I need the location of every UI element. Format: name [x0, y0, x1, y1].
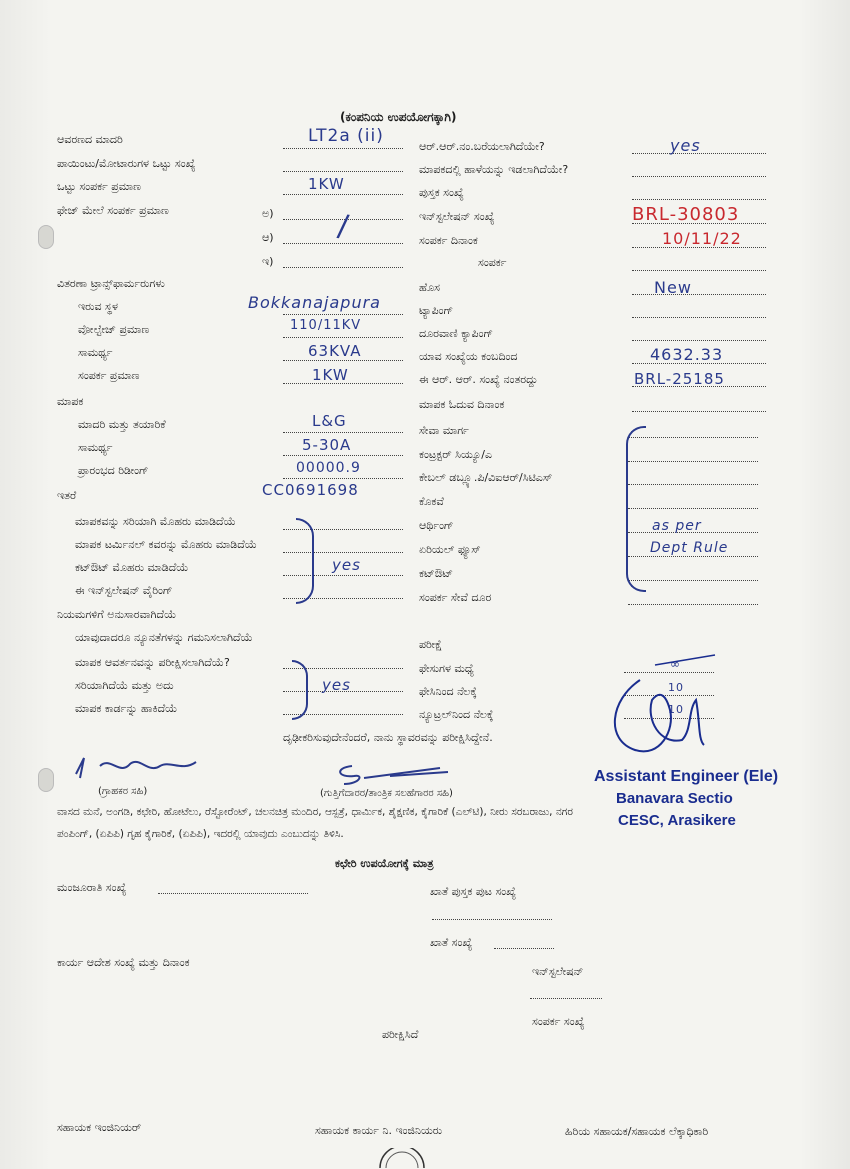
- label-sanction-no: ಮಂಜೂರಾತಿ ಸಂಖ್ಯೆ: [57, 881, 127, 894]
- punch-hole-bottom: [38, 768, 54, 792]
- field-book-no[interactable]: [632, 199, 766, 200]
- label-cable: ಕೇಬಲ್ ಡಬ್ಲ್ಯೂ.ಪಿ/ವಿಐಆರ್/ಸಿಟಿಎಸ್: [419, 471, 553, 484]
- label-accounts-officer: ಹಿರಿಯ ಸಹಾಯಕ/ಸಹಾಯಕ ಲೆಕ್ಕಾಧಿಕಾರಿ: [565, 1125, 709, 1138]
- label-book-no: ಪುಸ್ತಕ ಸಂಖ್ಯೆ: [419, 186, 464, 199]
- label-between-phases: ಫೇಸುಗಳ ಮಧ್ಯೆ: [419, 662, 474, 675]
- label-aerial-fuse: ಏರಿಯಲ್ ಫ್ಯೂಸ್: [419, 543, 481, 556]
- label-rules: ನಿಯಮಗಳಿಗೆ ಅನುಸಾರವಾಗಿದೆಯೆ: [57, 608, 177, 621]
- label-location: ಇರುವ ಸ್ಥಳ: [78, 300, 118, 313]
- premises-note-2: ಪಂಪಿಂಗ್, (ಏಪಿಪಿ) ಗೃಹ ಕೈಗಾರಿಕೆ, (ಏಪಿಪಿ), ಇದರಲ್ಲಿ ಯಾವುದು ಎಂಬುದನ್ನು ತಿಳಿಸಿ.: [57, 828, 344, 840]
- label-service-distance: ಸಂಪರ್ಕ ಸೇವೆ ದೂರ: [419, 591, 492, 604]
- hw-connection-date: 10/11/22: [662, 229, 742, 248]
- label-neutral-earth: ನ್ಯೂಟ್ರಲ್‌ನಿಂದ ನೆಲಕ್ಕೆ: [419, 708, 494, 721]
- field-contractor[interactable]: [628, 461, 758, 462]
- hw-meter-serial: CC0691698: [262, 481, 359, 499]
- hw-capacity: 63KVA: [308, 342, 362, 360]
- label-work-order: ಕಾರ್ಯ ಆದೇಶ ಸಂಖ್ಯೆ ಮತ್ತು ದಿನಾಂಕ: [57, 956, 190, 969]
- field-phone[interactable]: [632, 340, 766, 341]
- hw-test-value-1: ∞: [670, 657, 681, 671]
- label-terminal-sealed: ಮಾಪಕ ಟರ್ಮಿನಲ್ ಕವರನ್ನು ಮೊಹರು ಮಾಡಿದೆಯೆ: [75, 538, 257, 551]
- label-card: ಮಾಪಕ ಕಾರ್ಡನ್ನು ಹಾಕಿದೆಯೆ: [75, 702, 178, 715]
- field-installation[interactable]: [530, 998, 602, 999]
- field-cutout[interactable]: [628, 580, 758, 581]
- label-phase-a: ಅ): [262, 207, 274, 220]
- label-tapping: ಟ್ಯಾಪಿಂಗ್: [419, 304, 454, 317]
- premises-note-1: ವಾಸದ ಮನೆ, ಅಂಗಡಿ, ಕಛೇರಿ, ಹೋಟೆಲು, ರೆಸ್ಟೋರೆಂಟ್, ಚಲನಚಿತ್ರ ಮಂದಿರ, ಆಸ್ಪತ್ರೆ, ಧಾರ್ಮಿಕ, ಶೈಕ್ಷಣಿಕ, ಕೈಗಾರಿಕೆ (ಎಲ್‌ಟಿ), ನೀರು ಸರಬರಾಜು, ನಗರ: [57, 806, 573, 818]
- field-cable[interactable]: [628, 484, 758, 485]
- contractor-signature: [330, 762, 450, 786]
- label-phone: ದೂರವಾಣಿ ಕ್ಯಾಪಿಂಗ್: [419, 327, 493, 340]
- label-correct: ಸರಿಯಾಗಿದೆಯೆ ಮತ್ತು ಅದು: [75, 679, 174, 692]
- label-contractor: ಕಂಟ್ರಕ್ಟರ್ ಸಿಯ್ಯೂ/ಎ: [419, 448, 493, 461]
- label-points-total: ಪಾಯಿಂಟು/ಮೋಟಾರುಗಳ ಒಟ್ಟು ಸಂಖ್ಯೆ: [57, 157, 196, 170]
- hw-total-load: 1KW: [308, 175, 345, 193]
- hw-location: Bokkanajapura: [248, 293, 381, 312]
- hw-brace-right: [626, 426, 646, 592]
- field-service-distance[interactable]: [628, 604, 758, 605]
- label-phase-b: ಆ): [262, 231, 274, 244]
- label-new: ಹೊಸ: [419, 281, 440, 294]
- certification-text: ದೃಢೀಕರಿಸುವುದೇನೆಂದರೆ, ನಾನು ಸ್ಥಾವರವನ್ನು ಪರೀಕ್ಷಿಸಿದ್ದೇನೆ.: [283, 731, 493, 744]
- consumer-signature-label: (ಗ್ರಾಹಕರ ಸಹಿ): [98, 786, 148, 797]
- hw-connected-load: 1KW: [312, 366, 349, 384]
- field-reading-date[interactable]: [632, 411, 766, 412]
- hw-test-yes: yes: [322, 676, 351, 694]
- field-ledger-page[interactable]: [432, 919, 552, 920]
- hw-test-value-3: 10: [668, 703, 684, 716]
- field-location[interactable]: [283, 314, 403, 315]
- field-new[interactable]: [632, 294, 766, 295]
- label-building-type: ಆವರಣದ ಮಾದರಿ: [57, 133, 123, 146]
- label-assistant-exec-engineer: ಸಹಾಯಕ ಕಾರ್ಯ ನಿ. ಇಂಜಿನಿಯರು: [315, 1124, 443, 1137]
- label-installation: ಇನ್‌ಸ್ಟಲೇಷನ್: [532, 965, 584, 978]
- section-title: (ಕಂಪನಿಯ ಉಪಯೋಗಕ್ಕಾಗಿ): [340, 110, 457, 124]
- hw-pole-no: 4632.33: [650, 345, 724, 364]
- label-connection-no: ಸಂಪರ್ಕ ಸಂಖ್ಯೆ: [532, 1015, 585, 1028]
- office-use-heading: ಕಛೇರಿ ಉಪಯೋಗಕ್ಕೆ ಮಾತ್ರ: [335, 857, 434, 870]
- field-points-total[interactable]: [283, 171, 403, 172]
- field-service-route[interactable]: [628, 437, 758, 438]
- label-ledger-page: ಖಾತೆ ಪುಸ್ತಕ ಪುಟ ಸಂಖ್ಯೆ: [430, 885, 517, 898]
- label-phase-earth: ಫೇಸಿನಿಂದ ನೆಲಕ್ಕೆ: [419, 685, 477, 698]
- hw-test-value-2: 10: [668, 681, 684, 694]
- hw-building-type: LT2a (ii): [308, 126, 384, 146]
- label-voltage: ವೋಲ್ಟೇಜ್ ಪ್ರಮಾಣ: [78, 323, 150, 336]
- hw-rr-yes: yes: [670, 136, 701, 155]
- label-transformers: ವಿತರಣಾ ಟ್ರಾನ್ಸ್‌ಫಾರ್ಮರುಗಳು: [57, 277, 165, 290]
- hw-as-per: as per: [652, 518, 702, 534]
- label-rr-written: ಆರ್.ಆರ್.ನಂ.ಬರೆಯಲಾಗಿದೆಯೇ?: [419, 140, 545, 153]
- label-kokave: ಕೊಕವೆ: [419, 495, 444, 508]
- hw-new: New: [654, 278, 692, 297]
- field-building-type[interactable]: [283, 148, 403, 149]
- label-meter-sheet: ಮಾಪಕದಲ್ಲಿ ಹಾಳೆಯನ್ನು ಇಡಲಾಗಿದೆಯೇ?: [419, 163, 569, 176]
- label-meter-sealed: ಮಾಪಕವನ್ನು ಸರಿಯಾಗಿ ಮೊಹರು ಮಾಡಿದೆಯೆ: [75, 515, 236, 528]
- label-make: ಮಾದರಿ ಮತ್ತು ತಯಾರಿಕೆ: [78, 418, 166, 431]
- hw-after-rr: BRL-25185: [634, 370, 725, 388]
- label-assistant-engineer: ಸಹಾಯಕ ಇಂಜಿನಿಯರ್: [57, 1121, 142, 1134]
- label-others: ಇತರೆ: [57, 489, 77, 502]
- label-meter: ಮಾಪಕ: [57, 395, 84, 408]
- hw-brace-test: [292, 660, 308, 720]
- field-voltage[interactable]: [283, 337, 403, 338]
- label-connection-date: ಸಂಪರ್ಕ ದಿನಾಂಕ: [419, 234, 478, 247]
- hw-initial-reading: 00000.9: [296, 460, 361, 476]
- hw-meter-capacity: 5-30A: [302, 436, 352, 454]
- hw-brace-seal: [296, 518, 314, 604]
- label-installation-no: ಇನ್‌ಸ್ಟಲೇಷನ್ ಸಂಖ್ಯೆ: [419, 210, 495, 223]
- label-defects: ಯಾವುದಾದರೂ ನ್ಯೂನತೆಗಳನ್ನು ಗಮನಿಸಲಾಗಿದೆಯೆ: [75, 631, 253, 644]
- field-capacity[interactable]: [283, 360, 403, 361]
- label-total-load: ಒಟ್ಟು ಸಂಪರ್ಕ ಪ್ರಮಾಣ: [57, 180, 141, 193]
- stamp-line-2: Banavara Sectio: [616, 790, 733, 807]
- label-capacity: ಸಾಮರ್ಥ್ಯ: [78, 346, 113, 359]
- field-account-no[interactable]: [494, 948, 554, 949]
- label-sampark: ಸಂಪರ್ಕ: [478, 256, 507, 269]
- label-reading-date: ಮಾಪಕ ಓದುವ ದಿನಾಂಕ: [419, 398, 505, 411]
- hw-phase-load: /: [335, 208, 352, 245]
- engineer-signature: [600, 650, 720, 760]
- field-total-load[interactable]: [283, 194, 403, 195]
- label-rotation: ಮಾಪಕ ಆವರ್ತನವನ್ನು ಪರೀಕ್ಷಿಸಲಾಗಿದೆಯೆ?: [75, 656, 230, 669]
- label-earthing: ಆರ್ಥಿಂಗ್: [419, 519, 454, 532]
- field-sanction-no[interactable]: [158, 893, 308, 894]
- field-make[interactable]: [283, 432, 403, 433]
- label-connected-load: ಸಂಪರ್ಕ ಪ್ರಮಾಣ: [78, 369, 140, 382]
- label-cutout: ಕಟ್‌ಔಟ್: [419, 567, 453, 580]
- field-sampark[interactable]: [632, 270, 766, 271]
- field-aerial-fuse[interactable]: [628, 556, 758, 557]
- label-phase-c: ಇ): [262, 255, 274, 268]
- field-tapping[interactable]: [632, 317, 766, 318]
- field-phase-c[interactable]: [283, 267, 403, 268]
- field-kokave[interactable]: [628, 508, 758, 509]
- label-meter-capacity: ಸಾಮರ್ಥ್ಯ: [78, 441, 113, 454]
- consumer-signature: [70, 752, 210, 782]
- label-from-pole: ಯಾವ ಸಂಖ್ಯೆಯ ಕಂಬದಿಂದ: [419, 350, 518, 363]
- field-meter-sheet[interactable]: [632, 176, 766, 177]
- label-test: ಪರೀಕ್ಷೆ: [419, 638, 443, 651]
- label-after-rr: ಈ ಆರ್. ಆರ್. ಸಂಖ್ಯೆ ನಂತರದ್ದು: [419, 373, 538, 386]
- emblem-icon: [378, 1148, 426, 1168]
- label-cutout-sealed: ಕಟ್‌ಔಟ್ ಮೊಹರು ಮಾಡಿದೆಯೆ: [75, 561, 189, 574]
- punch-hole-top: [38, 225, 54, 249]
- stamp-line-1: Assistant Engineer (Ele): [594, 768, 779, 785]
- label-phase-load: ಫೇಜ್ ಮೇಲೆ ಸಂಪರ್ಕ ಪ್ರಮಾಣ: [57, 204, 169, 217]
- label-account-no: ಖಾತೆ ಸಂಖ್ಯೆ: [430, 936, 473, 949]
- hw-make: L&G: [312, 412, 347, 430]
- contractor-signature-label: (ಗುತ್ತಿಗೆದಾರರ/ತಾಂತ್ರಿಕ ಸಲಹೆಗಾರರ ಸಹಿ): [320, 788, 453, 799]
- hw-installation-no: BRL-30803: [632, 204, 740, 225]
- field-meter-capacity[interactable]: [283, 455, 403, 456]
- label-service-route: ಸೇವಾ ಮಾರ್ಗ: [419, 424, 469, 437]
- hw-voltage: 110/11KV: [290, 318, 362, 333]
- label-initial-reading: ಪ್ರಾರಂಭದ ರಿಡೀಂಗ್: [78, 464, 149, 477]
- hw-seal-yes: yes: [332, 556, 361, 574]
- field-initial-reading[interactable]: [283, 478, 403, 479]
- label-checked: ಪರೀಕ್ಷಿಸಿದೆ: [382, 1028, 419, 1041]
- label-wiring: ಈ ಇನ್‌ಸ್ಟಲೇಷನ್ ವೈರಿಂಗ್: [75, 584, 173, 597]
- hw-dept-rule: Dept Rule: [650, 540, 729, 556]
- stamp-line-3: CESC, Arasikere: [618, 812, 736, 829]
